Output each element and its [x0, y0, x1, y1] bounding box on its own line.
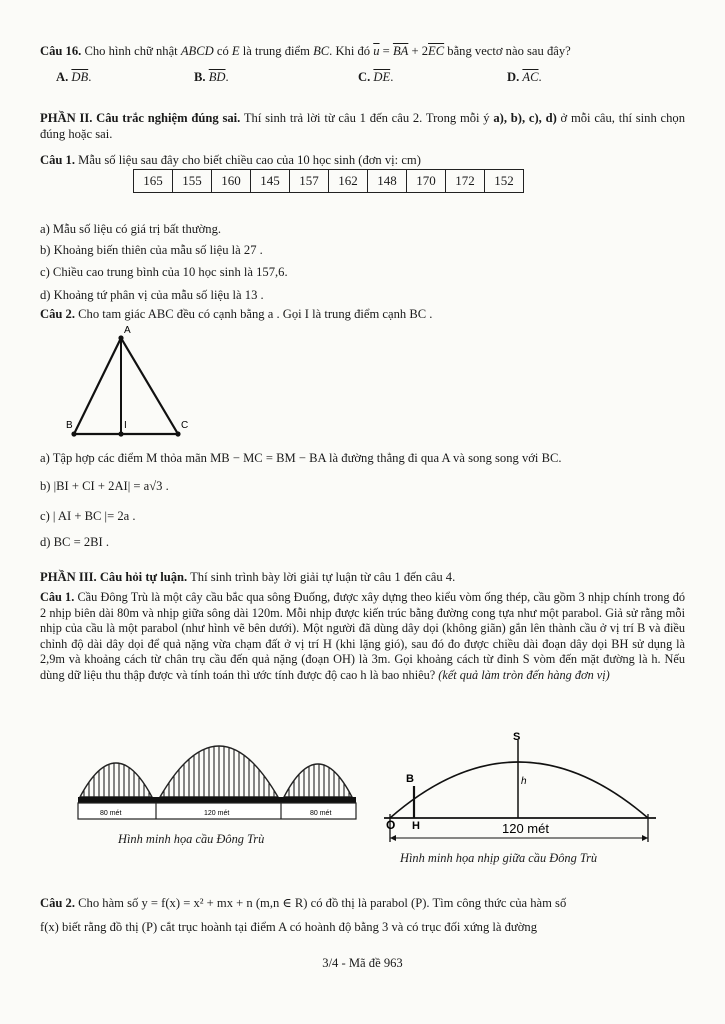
label-h-point: H	[412, 820, 420, 832]
point-c	[175, 431, 180, 436]
p2-q1-item-a: a) Mẫu số liệu có giá trị bất thường.	[40, 222, 222, 236]
p2-q2-item-a: a) Tập hợp các điểm M thỏa mãn MB − MC = BM − BA là đường thẳng đi qua A và song song với BC.	[40, 451, 562, 465]
parabola-arch	[390, 762, 648, 818]
point-i	[118, 431, 123, 436]
middle-span-caption: Hình minh họa nhịp giữa cầu Đông Trù	[400, 851, 598, 865]
label-i: I	[124, 420, 127, 431]
middle-span-figure	[380, 730, 670, 848]
arch-right	[284, 764, 352, 797]
table-cell: 148	[368, 170, 407, 193]
span-mid-label: 120 mét	[204, 810, 230, 817]
label-h-height: h	[521, 776, 527, 787]
p2-q2-item-b: b) |BI + CI + 2AI| = a√3 .	[40, 479, 169, 493]
q16-label: Câu 16.	[40, 44, 82, 58]
table-cell: 170	[407, 170, 446, 193]
q16-option-c[interactable]: C. $\overline{DE}$.	[358, 70, 394, 84]
p3-q2-line2: f(x) biết rằng đồ thị (P) cắt trục hoành tại điểm A có hoành độ bằng 3 và có trục đối xứng là đường	[40, 920, 538, 934]
span-left-label: 80 mét	[100, 810, 122, 817]
p2-q2-stem: Câu 2. Cho tam giác ABC đều có cạnh bằng a . Gọi I là trung điểm cạnh BC .	[40, 307, 433, 321]
bridge-deck	[78, 797, 356, 803]
label-c: C	[181, 420, 189, 431]
label-b: B	[406, 773, 414, 785]
q16-stem: Câu 16. Cho hình chữ nhật ABCD có E là trung điểm BC. Khi đó $\overline{u} = \overline{BA} + 2\overline{EC}$ bằng vectơ nào sau đây?	[40, 44, 571, 58]
part2-intro: PHẦN II. Câu trắc nghiệm đúng sai. Thí sinh trả lời từ câu 1 đến câu 2. Trong mỗi ý a), b), c), d) ở mỗi câu, thí sinh chọn đúng hoặc sai.	[40, 111, 685, 141]
label-a: A	[124, 325, 131, 336]
span-right-label: 80 mét	[310, 810, 332, 817]
p2-q2-item-d: d) BC = 2BI .	[40, 535, 110, 549]
table-row	[134, 170, 524, 193]
p3-q2-line1: Câu 2. Cho hàm số y = f(x) = x² + mx + n (m,n ∈ R) có đồ thị là parabol (P). Tìm công thức của hàm số	[40, 896, 567, 910]
table-cell: 145	[251, 170, 290, 193]
arch-middle	[160, 746, 278, 797]
table-cell: 155	[173, 170, 212, 193]
q16-option-a[interactable]: A. $\overline{DB}$.	[56, 70, 92, 84]
table-cell: 160	[212, 170, 251, 193]
p2-q2-item-c: c) | AI + BC |= 2a .	[40, 509, 136, 523]
page-footer: 3/4 - Mã đề 963	[322, 956, 403, 970]
triangle-figure	[60, 322, 200, 442]
label-b: B	[66, 420, 73, 431]
label-o: O	[386, 818, 396, 832]
table-cell: 162	[329, 170, 368, 193]
table-cell: 152	[485, 170, 524, 193]
span-label: 120 mét	[502, 821, 549, 836]
p2-q1-stem: Câu 1. Mẫu số liệu sau đây cho biết chiều cao của 10 học sinh (đơn vị: cm)	[40, 153, 421, 167]
p2-q1-item-d: d) Khoảng tứ phân vị của mẫu số liệu là 13 .	[40, 288, 264, 302]
p2-q1-item-c: c) Chiều cao trung bình của 10 học sinh là 157,6.	[40, 265, 288, 279]
point-b	[71, 431, 76, 436]
table-cell: 157	[290, 170, 329, 193]
bridge-figure	[72, 735, 372, 830]
table-cell: 165	[134, 170, 173, 193]
label-s: S	[513, 731, 521, 743]
table-cell: 172	[446, 170, 485, 193]
height-data-table	[133, 169, 524, 193]
part3-heading: PHẦN III. Câu hỏi tự luận.	[40, 570, 188, 584]
q16-options	[40, 70, 680, 88]
q16-option-d[interactable]: D. $\overline{AC}$.	[507, 70, 542, 84]
bridge-caption: Hình minh họa cầu Đông Trù	[118, 832, 265, 846]
part3-intro: PHẦN III. Câu hỏi tự luận. Thí sinh trình bày lời giải tự luận từ câu 1 đến câu 4.	[40, 570, 456, 584]
p2-q1-item-b: b) Khoảng biến thiên của mẫu số liệu là 27 .	[40, 243, 263, 257]
point-a	[118, 335, 123, 340]
p3-q1-text: Câu 1. Cầu Đông Trù là một cây cầu bắc qua sông Đuống, được xây dựng theo kiểu vòm ống thép, cầu gồm 3 nhịp chính trong đó 2 nhịp biên dài 80m và nhịp giữa sông dài 120m. Mỗi nhịp được kiến trúc bằng đường cong tựa như một parabol. Giả sử rằng mỗi nhịp của cầu là một parabol (như hình vẽ bên dưới). Một người đã dùng dây dọi (không giãn) gắn lên thành cầu ở vị trí B và điều chỉnh độ dài dây dọi để quả nặng vừa chạm đất ở vị trí H (khi lặng gió), sau đó đo được chiều dài đoạn dây dọi BH sử dụng là 2,9m và khoảng cách từ chân trụ cầu đến quả nặng (đoạn OH) là 3m. Gọi khoảng cách từ đỉnh S vòm đến mặt đường là h. Nếu dùng dữ liệu thu thập được và tính toán thì ước tính được độ cao h là bao nhiêu? (kết quả làm tròn đến hàng đơn vị)	[40, 590, 685, 683]
part2-heading: PHẦN II. Câu trắc nghiệm đúng sai.	[40, 111, 241, 125]
arch-left	[80, 763, 152, 797]
q16-option-b[interactable]: B. $\overline{BD}$.	[194, 70, 229, 84]
